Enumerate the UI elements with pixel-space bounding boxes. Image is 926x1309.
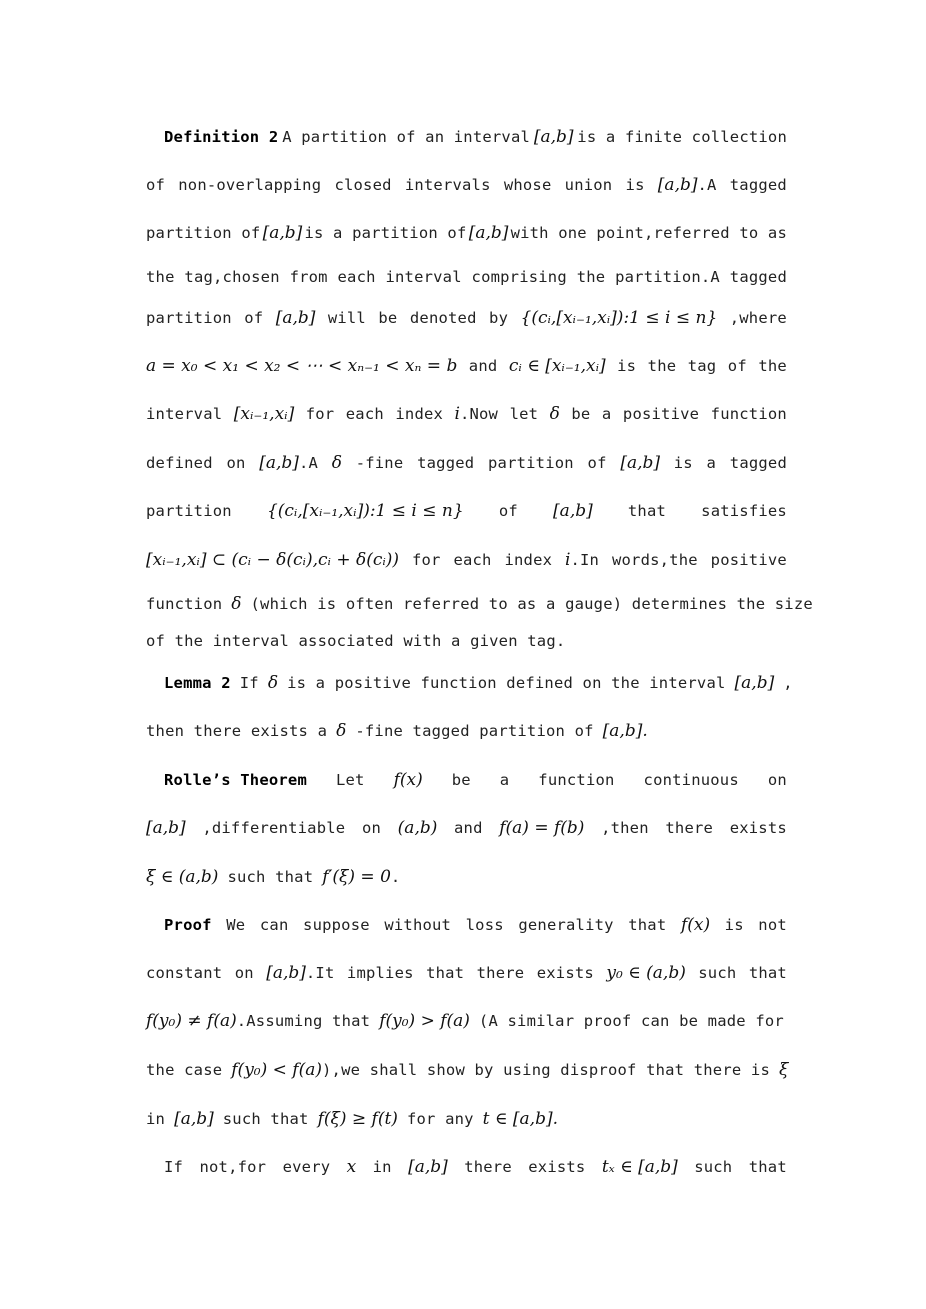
text-span: for any [406,1110,474,1128]
text-span: there [665,819,714,837]
text-span: is [617,357,637,375]
definition-line-6 [146,346,787,386]
proof-line-3 [146,1001,787,1041]
text-span: partition [488,454,574,472]
text-span: that [748,964,787,982]
text-span: the case [146,1061,223,1079]
text-span: defined [146,454,213,472]
math-tagged-partition-set: {(cᵢ,[xᵢ₋₁,xᵢ]):1 ≤ i ≤ n} [266,501,464,521]
text-span: index [395,405,444,423]
text-span: partition.A [615,268,720,286]
definition-line-8 [146,443,787,483]
text-span: then there exists a [146,722,328,740]
text-span: not [758,916,787,934]
text-span: without [384,916,452,934]
text-span: be [451,771,471,789]
text-span: exists [536,964,594,982]
text-span: each [345,405,384,423]
math-xi-in-ab: ξ ∈ (a,b) [146,867,219,887]
math-interval-ab: [a,b] [657,175,698,195]
math-t-in-ab: t ∈ [a,b]. [482,1109,558,1129]
text-span: If [164,1158,184,1176]
math-interval-ab: [a,b] [262,223,303,243]
definition-line-9 [146,491,787,531]
text-span: be [571,405,591,423]
text-span: function [146,595,223,613]
text-span: on [234,964,254,982]
text-span: A partition of an interval [282,128,531,146]
text-span: exists [729,819,787,837]
text-span: and [454,819,483,837]
text-span: ,where [729,309,787,327]
text-span: function [538,771,615,789]
math-delta: δ [549,404,560,424]
text-span: each [337,268,376,286]
text-span: be [378,309,398,327]
text-span: that [627,502,667,520]
text-span: suppose [303,916,370,934]
definition-heading: Definition 2 [164,128,279,146]
rolle-heading: Rolle’s Theorem [164,771,307,789]
text-span: a [499,771,510,789]
proof-line-4 [146,1050,787,1090]
text-span: satisfies [701,502,787,520]
text-span: is [673,454,693,472]
text-span: is a partition of [304,224,467,242]
definition-line-2 [146,165,787,205]
text-span: function [710,405,787,423]
text-span: in [146,1110,166,1128]
text-span: each [453,551,492,569]
text-span: partition [146,502,232,520]
text-span: there [476,964,525,982]
text-span: non-overlapping [178,176,322,194]
text-span: partition [146,309,232,327]
text-span: is a finite collection [577,128,787,146]
text-span: continuous [643,771,739,789]
text-span: there [464,1158,512,1176]
text-span: .Assuming that [236,1012,371,1030]
math-interval-ab: [a,b] [620,453,661,473]
math-tag-membership: cᵢ ∈ [xᵢ₋₁,xᵢ] [508,356,606,376]
text-span: tagged [729,268,787,286]
text-span: on [767,771,787,789]
text-span: ),we shall show by using disproof that there is [322,1061,770,1079]
text-span: ,differentiable [202,819,346,837]
text-span: We [226,916,246,934]
text-span: .A [298,454,319,472]
definition-line-4 [146,257,787,297]
math-interval-ab: [a,b] [259,453,299,473]
text-span: in [372,1158,392,1176]
definition-line-5 [146,298,787,338]
text-span: .It [305,964,335,982]
definition-line-1 [146,117,787,157]
text-span: ,then [601,819,649,837]
text-span: on [361,819,382,837]
text-span: that [748,1158,787,1176]
rolle-line-3 [146,857,787,897]
text-span: of [146,176,166,194]
definition-line-7 [146,394,787,434]
text-span: tag,chosen [184,268,280,286]
text-span: positive [622,405,700,423]
text-span: such that [222,1110,309,1128]
proof-heading: Proof [164,916,212,934]
text-span: a [706,454,717,472]
text-span: generality [518,916,614,934]
math-interval-ab: [a,b] [408,1157,448,1177]
definition-line-10 [146,540,787,580]
math-tagged-partition-set: {(cᵢ,[xᵢ₋₁,xᵢ]):1 ≤ i ≤ n} [520,308,718,328]
math-derivative-zero: f′(ξ) = 0 [322,867,391,887]
math-fy0-neq-fa: f(y₀) ≠ f(a) [146,1011,237,1031]
text-span: that [628,916,667,934]
text-span: (which is often referred to as a gauge) determines the size [250,595,813,613]
text-span: of [244,309,264,327]
text-span: that [426,964,465,982]
math-f-of-x: f(x) [393,770,423,790]
math-delta: δ [231,594,242,614]
text-span: such [694,1158,733,1176]
math-subinterval: [xᵢ₋₁,xᵢ] [233,404,295,424]
text-span: from [289,268,328,286]
text-span: denoted [409,309,477,327]
text-span: closed [334,176,392,194]
text-span: the [576,268,606,286]
text-span: whose [503,176,552,194]
text-span: of [587,454,607,472]
lemma-heading: Lemma 2 [164,674,231,692]
text-span: is [724,916,744,934]
text-span: -fine [355,454,404,472]
math-x: x [346,1157,357,1177]
text-span: partition of [146,224,261,242]
text-span: comprising [471,268,567,286]
rolle-line-1 [146,760,787,800]
math-interval-ab: [a,b] [533,127,574,147]
text-span: and [468,357,498,375]
math-delta: δ [331,453,342,473]
text-span: is a positive function defined on the interval [287,674,726,692]
math-index-i: i [565,550,571,570]
text-span: positive [710,551,787,569]
definition-line-11 [146,584,813,624]
math-f-of-x: f(x) [680,915,711,935]
text-span: tag [687,357,717,375]
math-interval-ab: [a,b]. [602,721,648,741]
text-span: of [498,502,518,520]
lemma-line-1 [146,663,793,703]
text-span: is [625,176,645,194]
text-span: every [282,1158,331,1176]
math-interval-ab: [a,b] [553,501,593,521]
text-span: the [758,357,787,375]
math-interval-ab: [a,b] [275,308,316,328]
text-span: -fine tagged partition of [355,722,594,740]
text-span: can [259,916,289,934]
text-span: by [489,309,509,327]
text-span: tagged [729,454,787,472]
text-span: the [647,357,677,375]
math-fa-equals-fb: f(a) = f(b) [499,818,585,838]
text-span: such that [227,868,314,886]
text-span: (A similar proof can be made for [478,1012,784,1030]
math-y0-in-ab: y₀ ∈ (a,b) [606,963,686,983]
text-span: . [390,868,401,886]
definition-line-3 [146,213,787,253]
text-span: words,the [611,551,698,569]
text-span: of the interval associated with a given tag. [146,632,566,650]
proof-line-5 [146,1099,787,1139]
text-span: not,for [199,1158,267,1176]
text-span: intervals [404,176,491,194]
math-interval-ab: [a,b] [146,818,186,838]
text-span: implies [346,964,414,982]
proof-line-2 [146,953,787,993]
text-span: .A [697,176,717,194]
text-span: for [305,405,335,423]
proof-line-1 [146,905,787,945]
text-span: If [239,674,259,692]
text-span: exists [528,1158,586,1176]
text-span: interval [385,268,462,286]
math-index-i: i [454,404,460,424]
text-span: of [727,357,747,375]
math-interval-ab: [a,b] [468,223,509,243]
text-span: with one point,referred to as [510,224,787,242]
proof-line-6 [146,1147,787,1187]
math-delta: δ [336,721,347,741]
text-span: .In [570,551,600,569]
math-tx-in-ab: tₓ ∈ [a,b] [601,1157,678,1177]
definition-line-12 [146,621,787,661]
text-span: let [509,405,539,423]
math-fxi-geq-ft: f(ξ) ≥ f(t) [317,1109,398,1129]
text-span: constant [146,964,223,982]
text-span: loss [465,916,504,934]
text-span: index [504,551,553,569]
text-span: will [327,309,366,327]
math-fine-condition: [xᵢ₋₁,xᵢ] ⊂ (cᵢ − δ(cᵢ),cᵢ + δ(cᵢ)) [146,550,400,570]
math-xi: ξ [779,1060,789,1080]
text-span: for [411,551,441,569]
text-span: such [698,964,737,982]
lemma-line-2 [146,711,787,751]
text-span: interval [146,405,223,423]
text-span: , [783,674,793,692]
text-span: a [601,405,612,423]
math-interval-ab: [a,b] [266,963,306,983]
math-partition-points: a = x₀ < x₁ < x₂ < ⋯ < xₙ₋₁ < xₙ = b [146,356,458,376]
text-span: Let [335,771,365,789]
math-interval-ab: [a,b] [174,1109,214,1129]
text-span: union [564,176,613,194]
text-span: tagged [417,454,475,472]
rolle-line-2 [146,808,787,848]
math-fy0-lt-fa: f(y₀) < f(a) [231,1060,322,1080]
math-open-interval-ab: (a,b) [397,818,438,838]
math-delta: δ [267,673,279,693]
text-span: the [146,268,175,286]
text-span: on [226,454,246,472]
text-span: .Now [459,405,499,423]
math-fy0-gt-fa: f(y₀) > f(a) [379,1011,470,1031]
text-span: tagged [729,176,787,194]
math-interval-ab: [a,b] [734,673,775,693]
